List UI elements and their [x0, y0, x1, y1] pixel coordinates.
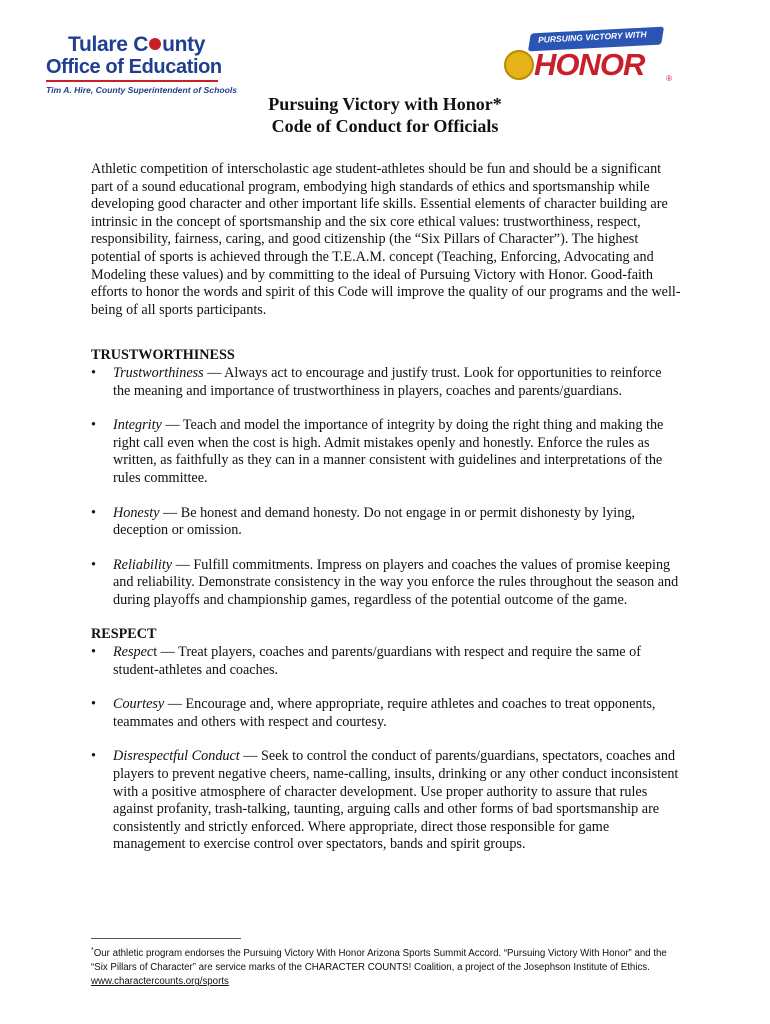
list-item [91, 505, 681, 540]
item-term: Respec [113, 644, 154, 661]
footnote-marker: * [91, 947, 94, 954]
section-heading: RESPECT [91, 626, 157, 643]
item-text: — Be honest and demand honesty. Do not engage in or permit dishonesty by lying, deception or omission. [113, 504, 635, 539]
item-text: — Encourage and, where appropriate, require athletes and coaches to treat opponents, teammates and others with respect and courtesy. [113, 696, 656, 730]
item-text: — Fulfill commitments. Impress on players and coaches the values of promise keeping and reliability. Demonstrate consistency in the way you enforce the rules throughout the season and during playoffs and championship games, regardless of the potential outcome of the game. [113, 556, 679, 608]
title-line-2: Code of Conduct for Officials [271, 116, 499, 136]
item-term: Honesty [113, 504, 160, 521]
logo-superintendent: Tim A. Hire, County Superintendent of Schools [46, 85, 237, 95]
footnote-text: Our athletic program endorses the Pursuing Victory With Honor Arizona Sports Summit Accord. “Pursuing Victory With Honor” and the “Six Pillars of Character” are service marks of the CHARACTER COUNTS! Coalition, a project of the Josephson Institute of Ethics. [91, 948, 667, 974]
list-item [91, 365, 681, 400]
logo-line-county [46, 34, 226, 56]
item-text: — Teach and model the importance of integrity by doing the right thing and making the right call even when the cost is high. Admit mistakes openly and honestly. Enforce the rules as written, as faithfully as they can in a manner consistent with guidelines and interpretations of the rules committee. [113, 417, 664, 486]
item-text: — Seek to control the conduct of parents/guardians, spectators, coaches and players to prevent negative cheers, name-calling, insults, drinking or any other conduct inconsistent with a positive atmosphere of character development. Use proper authority to assure that rules against profanity, trash-talking, taunting, arguing calls and other forms of bad sportsmanship are consistently and strictly enforced. Where appropriate, direct those responsible for game management to exercise control over spectators, bands and spirit groups. [113, 748, 679, 853]
list-item [91, 748, 681, 854]
ornament-icon [149, 38, 161, 50]
list-item [91, 417, 681, 487]
item-text: — Always act to encourage and justify trust. Look for opportunities to reinforce the meaning and importance of trustworthiness in players, coaches and parents/guardians. [113, 364, 662, 399]
section-trustworthiness [91, 347, 681, 609]
list-item [91, 644, 681, 679]
footnote-link[interactable]: www.charactercounts.org/sports [91, 976, 229, 988]
logo-line-office: Office of Education [46, 56, 222, 78]
pursuing-victory-logo [500, 30, 672, 86]
footnote [91, 944, 683, 989]
medal-icon [504, 50, 534, 80]
list-item [91, 557, 681, 610]
bullet-list [91, 365, 681, 610]
intro-paragraph: Athletic competition of interscholastic age student-athletes should be fun and should be a significant part of a sound educational program, embodying high standards of ethics and sportsmanship while developing good character and other important life skills. Essential elements of character building are intrinsic in the concept of sportsmanship and the six core ethical values: trustworthiness, respect, responsibility, fairness, caring, and good citizenship (the “Six Pillars of Character”). The highest potential of sports is achieved through the T.E.A.M. concept (Teaching, Enforcing, Advocating and Modeling these values) and by committing to the ideal of Pursuing Victory with Honor. Good-faith efforts to honor the words and spirit of this Code will improve the quality of our programs and the well-being of all sports participants. [91, 161, 681, 318]
item-term: Disrespectful Conduct [113, 748, 240, 765]
item-term: Trustworthiness [113, 364, 204, 381]
logo-honor-word: HONOR [534, 47, 645, 82]
registered-mark: ® [666, 74, 672, 83]
footnote-divider [91, 938, 241, 939]
logo-banner-text: PURSUING VICTORY WITH [537, 29, 647, 45]
section-heading: TRUSTWORTHINESS [91, 347, 235, 364]
logo-text-unty: unty [162, 33, 206, 56]
document-body [91, 161, 681, 871]
section-respect [91, 626, 681, 854]
item-text: t — Treat players, coaches and parents/guardians with respect and require the same of student-athletes and coaches. [113, 644, 641, 678]
page-title [0, 93, 770, 137]
item-term: Courtesy [113, 696, 165, 713]
item-term: Integrity [113, 417, 162, 434]
item-term: Reliability [113, 556, 173, 573]
title-line-1: Pursuing Victory with Honor* [268, 94, 502, 114]
tulare-county-logo [46, 33, 237, 95]
bullet-list [91, 644, 681, 854]
logo-divider [46, 80, 218, 82]
logo-text-tulare: Tulare C [68, 33, 149, 56]
list-item [91, 696, 681, 731]
